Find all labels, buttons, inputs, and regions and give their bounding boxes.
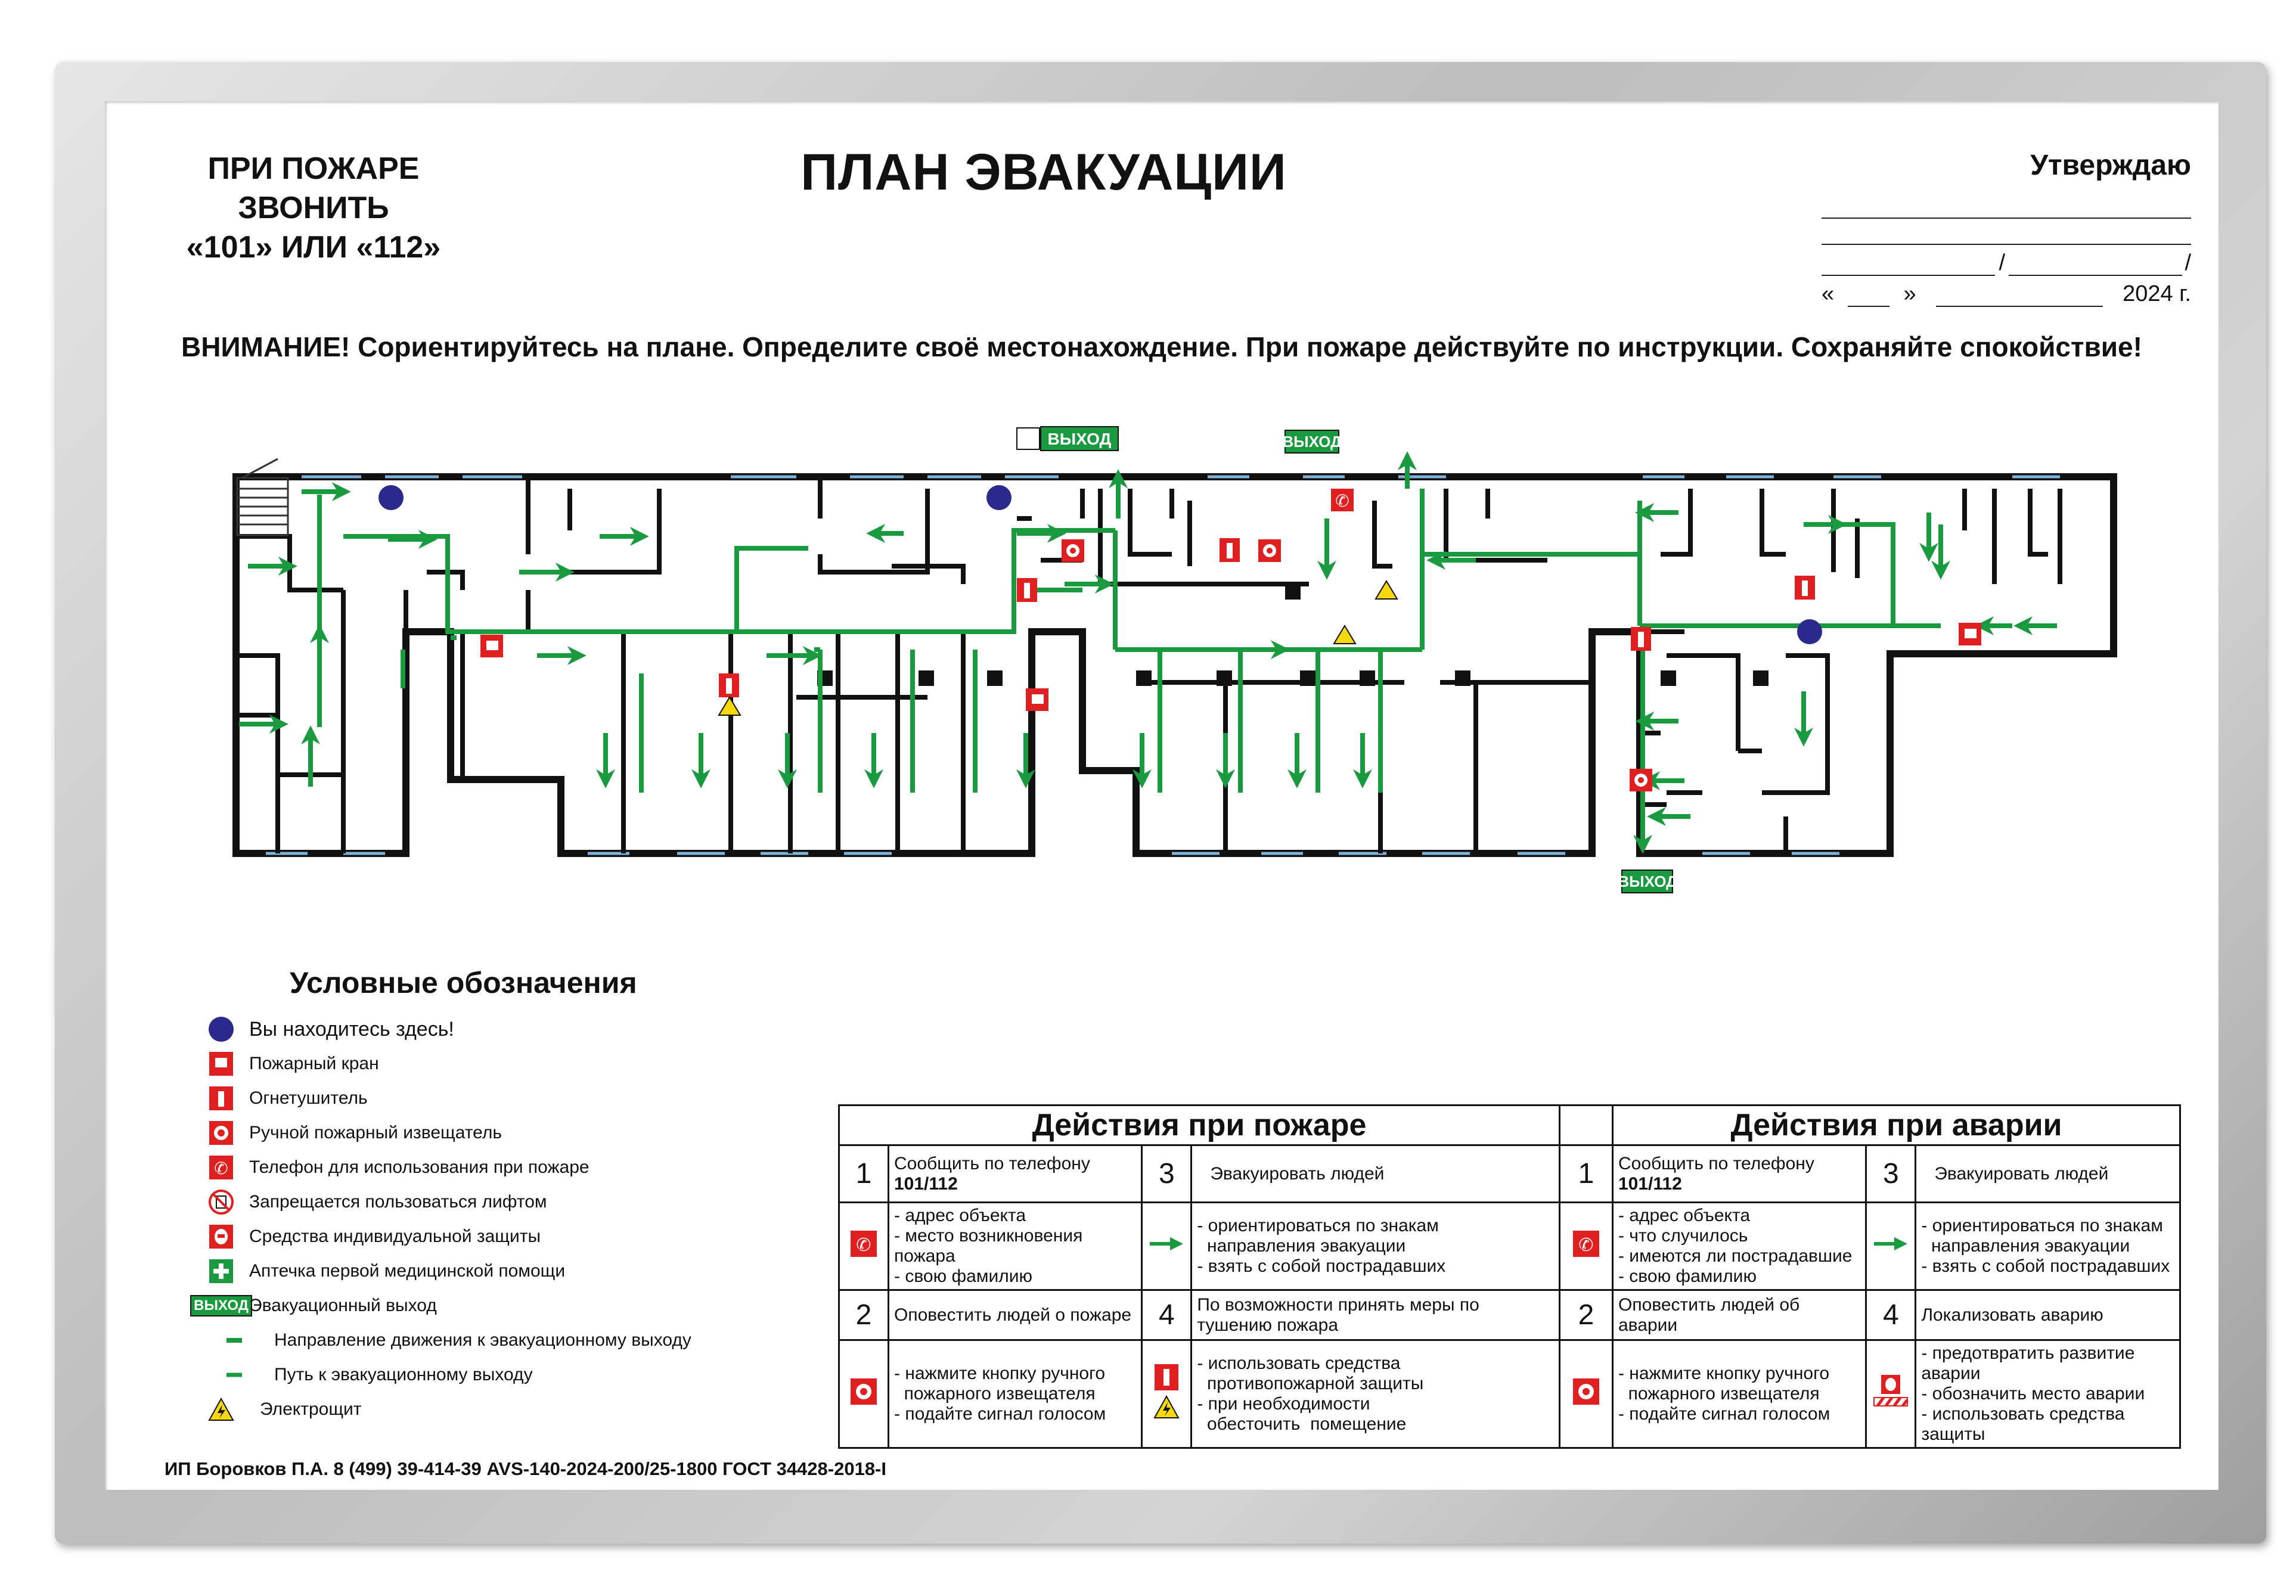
manual-call-point-icon xyxy=(851,1378,877,1405)
legend-item xyxy=(194,1288,856,1323)
fire-phone-icon xyxy=(1573,1231,1599,1257)
extinguisher-icon xyxy=(1220,538,1240,562)
extinguisher-icon xyxy=(1795,576,1815,600)
route-line-icon xyxy=(224,1369,242,1381)
svg-text:ВЫХОД: ВЫХОД xyxy=(1047,430,1112,448)
fire-phone-icon xyxy=(851,1231,877,1257)
windows xyxy=(266,477,2060,853)
first-aid-icon xyxy=(209,1259,233,1283)
call-line: ЗВОНИТЬ xyxy=(238,191,389,225)
quote-close: » xyxy=(1903,281,1916,306)
step-text: Сообщить по телефону 101/112 xyxy=(889,1145,1142,1203)
slash: / xyxy=(2185,250,2191,275)
step-text: Эвакуировать людей xyxy=(1916,1145,2180,1203)
fire-phone-icon xyxy=(209,1156,233,1179)
year-label: 2024 г. xyxy=(2123,281,2191,306)
manual-call-point-icon xyxy=(1573,1378,1599,1405)
electrical-panel-icon xyxy=(719,697,740,715)
fire-phone-icon xyxy=(1331,489,1354,511)
extinguisher-icon xyxy=(1631,627,1651,651)
step-number: 2 xyxy=(839,1290,889,1340)
legend-label: Путь к эвакуационному выходу xyxy=(274,1365,533,1384)
legend-label: Ручной пожарный извещатель xyxy=(249,1123,502,1142)
electrical-panel-icon xyxy=(1334,626,1355,644)
electrical-panel-icon xyxy=(1376,581,1397,599)
ppe-icon xyxy=(209,1225,233,1249)
manual-call-point-icon xyxy=(209,1121,233,1145)
page-title: ПЛАН ЭВАКУАЦИИ xyxy=(801,144,1287,201)
legend-label: Средства индивидуальной защиты xyxy=(249,1227,541,1246)
actions-table xyxy=(838,1104,2181,1444)
direction-arrow-icon xyxy=(224,1331,242,1349)
legend-label: Направление движения к эвакуационному выходу xyxy=(274,1330,691,1350)
quote-open: « xyxy=(1822,281,1835,306)
step-number: 3 xyxy=(1142,1145,1192,1203)
exit-sign xyxy=(1282,430,1342,453)
manual-call-point-icon xyxy=(1630,769,1652,791)
step-text: Оповестить людей об аварии xyxy=(1612,1290,1866,1340)
legend-label: Эвакуационный выход xyxy=(249,1296,437,1315)
legend-item xyxy=(200,1047,856,1081)
you-are-here-icon xyxy=(1797,619,1822,644)
step-text: Оповестить людей о пожаре xyxy=(889,1290,1142,1340)
staircase xyxy=(237,459,288,535)
legend-item xyxy=(200,1081,856,1116)
call-line: «101» ИЛИ «112» xyxy=(186,230,441,265)
step-number: 3 xyxy=(1866,1145,1916,1203)
legend-title: Условные обозначения xyxy=(290,966,637,999)
exit-sign-icon: ВЫХОД xyxy=(190,1295,252,1316)
legend-label: Запрещается пользоваться лифтом xyxy=(249,1192,547,1212)
legend-item xyxy=(200,1323,856,1358)
step-number: 4 xyxy=(1142,1290,1192,1340)
svg-text:ВЫХОД: ВЫХОД xyxy=(1618,872,1677,890)
legend-label: Вы находитесь здесь! xyxy=(249,1017,454,1041)
manual-call-point-icon xyxy=(1258,539,1281,562)
fire-hydrant-icon xyxy=(1959,623,1981,645)
legend-item xyxy=(200,1185,856,1219)
legend-item xyxy=(200,1219,856,1254)
legend-item xyxy=(200,1254,856,1288)
svg-text:✆: ✆ xyxy=(856,1235,871,1256)
exit-sign xyxy=(1618,870,1677,893)
legend-label: Огнетушитель xyxy=(249,1088,368,1108)
direction-arrow-icon xyxy=(1149,1235,1184,1253)
step-bullets: - предотвратить развитие аварии - обозначить место аварии - использовать средства защиты xyxy=(1916,1340,2180,1448)
legend-label: Аптечка первой медицинской помощи xyxy=(249,1261,566,1281)
step-text: По возможности принять меры по тушению пожара xyxy=(1192,1290,1560,1340)
svg-text:✆: ✆ xyxy=(1335,491,1349,511)
legend-item xyxy=(200,1150,856,1185)
step-number: 1 xyxy=(1559,1145,1612,1203)
legend-item xyxy=(200,1012,856,1047)
accident-actions-title: Действия при аварии xyxy=(1612,1106,2180,1145)
fire-hydrant-icon xyxy=(209,1052,233,1076)
extinguisher-icon xyxy=(209,1086,233,1110)
electrical-panel-icon xyxy=(1153,1395,1180,1419)
interior-walls xyxy=(236,477,2060,853)
barrier-icon xyxy=(1873,1374,1909,1409)
step-bullets: - ориентироваться по знакам направления эвакуации - взять с собой пострадавших xyxy=(1916,1203,2180,1290)
footer-credits: ИП Боровков П.А. 8 (499) 39-414-39 AVS-140-2024-200/25-1800 ГОСТ 34428-2018-I xyxy=(165,1458,886,1479)
slash: / xyxy=(1999,250,2005,275)
legend-label: Электрощит xyxy=(260,1399,362,1419)
extinguisher-icon xyxy=(719,673,739,697)
step-bullets: - нажмите кнопку ручного пожарного извещателя - подайте сигнал голосом xyxy=(1612,1340,1866,1448)
attention-notice: ВНИМАНИЕ! Сориентируйтесь на плане. Определите своё местонахождение. При пожаре действуйте по инструкции. Сохраняйте спокойствие! xyxy=(181,331,2142,362)
direction-arrow-icon xyxy=(1873,1235,1909,1253)
electrical-panel-icon xyxy=(208,1398,234,1421)
step-bullets: - адрес объекта - что случилось - имеются ли пострадавшие - свою фамилию xyxy=(1612,1203,1866,1290)
exit-sign xyxy=(1017,427,1118,451)
legend-label: Телефон для использования при пожаре xyxy=(249,1157,589,1177)
manual-call-point-icon xyxy=(1062,539,1084,562)
fire-hydrant-icon xyxy=(1026,688,1048,711)
fire-actions-title: Действия при пожаре xyxy=(839,1106,1560,1145)
you-are-here-icon xyxy=(986,485,1012,510)
step-text: Сообщить по телефону 101/112 xyxy=(1612,1145,1866,1203)
you-are-here-icon xyxy=(378,485,404,510)
extinguisher-icon xyxy=(1017,578,1037,602)
legend-item xyxy=(200,1358,856,1392)
step-text: Локализовать аварию xyxy=(1916,1290,2180,1340)
svg-text:✆: ✆ xyxy=(1578,1235,1594,1256)
step-text: Эвакуировать людей xyxy=(1192,1145,1560,1203)
step-number: 1 xyxy=(839,1145,889,1203)
evacuation-plan-sheet xyxy=(105,101,2219,1490)
legend-label: Пожарный кран xyxy=(249,1054,379,1073)
step-number: 4 xyxy=(1866,1290,1916,1340)
no-elevator-icon xyxy=(208,1189,234,1215)
step-bullets: - ориентироваться по знакам направления эвакуации - взять с собой пострадавших xyxy=(1192,1203,1560,1290)
you-are-here-icon xyxy=(207,1016,235,1043)
step-bullets: - нажмите кнопку ручного пожарного извещателя - подайте сигнал голосом xyxy=(889,1340,1142,1448)
step-number: 2 xyxy=(1559,1290,1612,1340)
fire-hydrant-icon xyxy=(480,635,503,657)
legend-item xyxy=(200,1392,856,1427)
direction-arrows xyxy=(239,459,2057,846)
legend-item xyxy=(200,1116,856,1150)
svg-text:ВЫХОД: ВЫХОД xyxy=(1282,433,1342,451)
step-bullets: - адрес объекта - место возникновения пожара - свою фамилию xyxy=(889,1203,1142,1290)
approval-label: Утверждаю xyxy=(2030,150,2191,181)
svg-text:✆: ✆ xyxy=(214,1159,228,1178)
extinguisher-icon xyxy=(1155,1364,1178,1390)
step-bullets: - использовать средства противопожарной защиты - при необходимости обесточить помещение xyxy=(1192,1340,1560,1448)
legend xyxy=(194,965,856,1427)
call-line: ПРИ ПОЖАРЕ xyxy=(207,151,420,186)
